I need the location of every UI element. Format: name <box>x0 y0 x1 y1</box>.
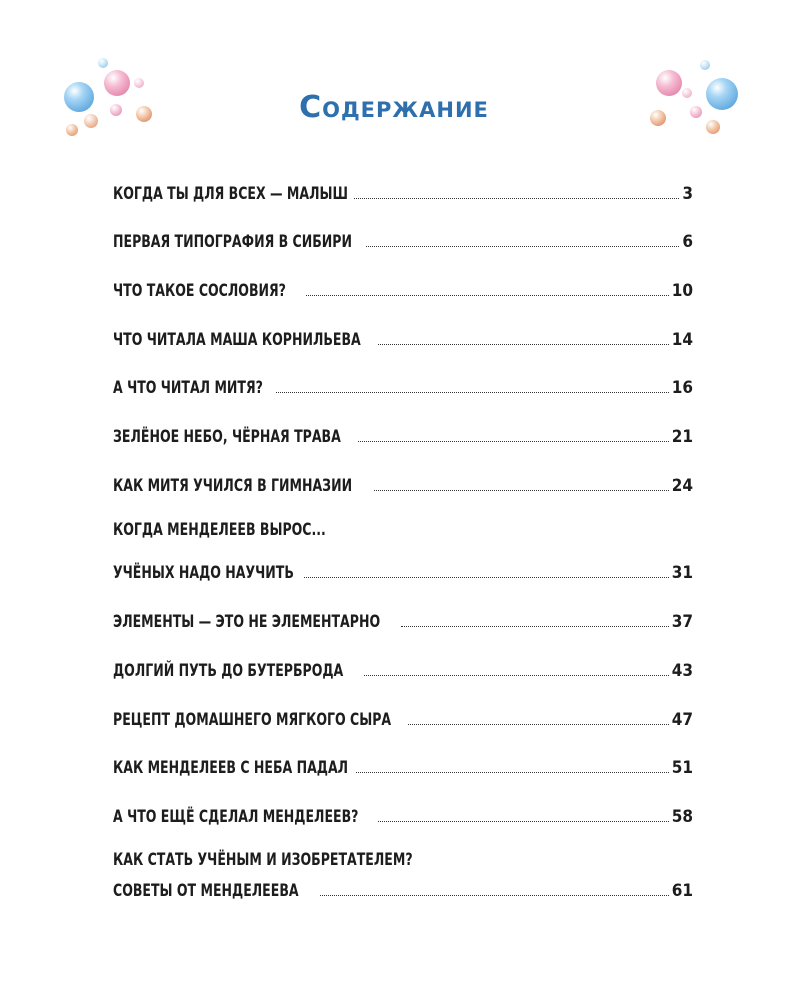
toc-item[interactable] <box>113 704 693 730</box>
bubble-icon <box>66 124 78 136</box>
page-title: Содержание <box>299 90 489 125</box>
toc-item-page: 10 <box>671 281 693 301</box>
toc-item-page: 21 <box>671 427 693 447</box>
toc-item[interactable] <box>113 752 693 778</box>
toc-item-page: 37 <box>671 612 693 632</box>
toc-item-page: 58 <box>671 807 693 827</box>
bubble-icon <box>134 78 144 88</box>
toc-item[interactable] <box>113 372 693 398</box>
toc-item-label: А ЧТО ЕЩЁ СДЕЛАЛ МЕНДЕЛЕЕВ? <box>113 807 359 827</box>
bubble-icon <box>98 58 108 68</box>
toc-leader <box>364 674 669 676</box>
toc-item-page: 31 <box>671 563 693 583</box>
toc-item-label: ЭЛЕМЕНТЫ — ЭТО НЕ ЭЛЕМЕНТАРНО <box>113 612 381 632</box>
toc-item[interactable] <box>113 421 693 447</box>
toc-item-label: КАК МИТЯ УЧИЛСЯ В ГИМНАЗИИ <box>113 476 353 496</box>
toc-item-page: 24 <box>671 476 693 496</box>
toc-item[interactable] <box>113 324 693 350</box>
toc-item-label: КАК МЕНДЕЛЕЕВ С НЕБА ПАДАЛ <box>113 758 349 778</box>
toc-item-label: ПЕРВАЯ ТИПОГРАФИЯ В СИБИРИ <box>113 232 352 252</box>
toc-item[interactable] <box>113 606 693 632</box>
toc-leader <box>354 197 679 199</box>
toc-item-page: 3 <box>682 184 693 204</box>
toc-leader <box>356 771 669 773</box>
toc-item-label: ЧТО ЧИТАЛА МАША КОРНИЛЬЕВА <box>113 330 361 350</box>
toc-leader <box>306 294 669 296</box>
toc-item-label: СОВЕТЫ ОТ МЕНДЕЛЕЕВА <box>113 881 299 901</box>
toc-leader <box>304 576 669 578</box>
toc-item[interactable] <box>113 801 693 827</box>
toc-leader <box>374 489 669 491</box>
toc-item-page: 14 <box>671 330 693 350</box>
toc-leader <box>320 894 669 896</box>
toc-item-page: 43 <box>671 661 693 681</box>
toc-leader <box>276 391 669 393</box>
toc-item-label: ДОЛГИЙ ПУТЬ ДО БУТЕРБРОДА <box>113 661 344 681</box>
toc-item-label-line1: КАК СТАТЬ УЧЁНЫМ И ИЗОБРЕТАТЕЛЕМ? <box>113 850 413 870</box>
toc-item[interactable] <box>113 557 693 583</box>
toc-item[interactable] <box>113 470 693 496</box>
toc-item-page: 61 <box>671 881 693 901</box>
toc-item[interactable] <box>113 275 693 301</box>
toc-item[interactable] <box>113 655 693 681</box>
toc-item[interactable] <box>113 875 693 901</box>
toc-item-page: 51 <box>671 758 693 778</box>
toc-leader <box>378 343 669 345</box>
toc-item-label: КОГДА ТЫ ДЛЯ ВСЕХ — МАЛЫШ <box>113 184 349 204</box>
toc-item-label: А ЧТО ЧИТАЛ МИТЯ? <box>113 378 263 398</box>
toc-item-page: 6 <box>682 232 693 252</box>
bubble-icon <box>700 60 710 70</box>
toc-item-label: ЧТО ТАКОЕ СОСЛОВИЯ? <box>113 281 286 301</box>
toc-item[interactable] <box>113 178 693 204</box>
toc-item-label: ЗЕЛЁНОЕ НЕБО, ЧЁРНАЯ ТРАВА <box>113 427 341 447</box>
toc-leader <box>401 625 669 627</box>
toc-item-label: РЕЦЕПТ ДОМАШНЕГО МЯГКОГО СЫРА <box>113 710 392 730</box>
toc-item[interactable] <box>113 226 693 252</box>
toc-leader <box>358 440 669 442</box>
toc-leader <box>378 820 669 822</box>
toc-leader <box>408 723 669 725</box>
toc-item-page: 47 <box>671 710 693 730</box>
toc-item-page: 16 <box>671 378 693 398</box>
toc-leader <box>366 245 679 247</box>
toc-item-label: УЧЁНЫХ НАДО НАУЧИТЬ <box>113 563 294 583</box>
toc-item-label-line1: КОГДА МЕНДЕЛЕЕВ ВЫРОС... <box>113 520 326 540</box>
